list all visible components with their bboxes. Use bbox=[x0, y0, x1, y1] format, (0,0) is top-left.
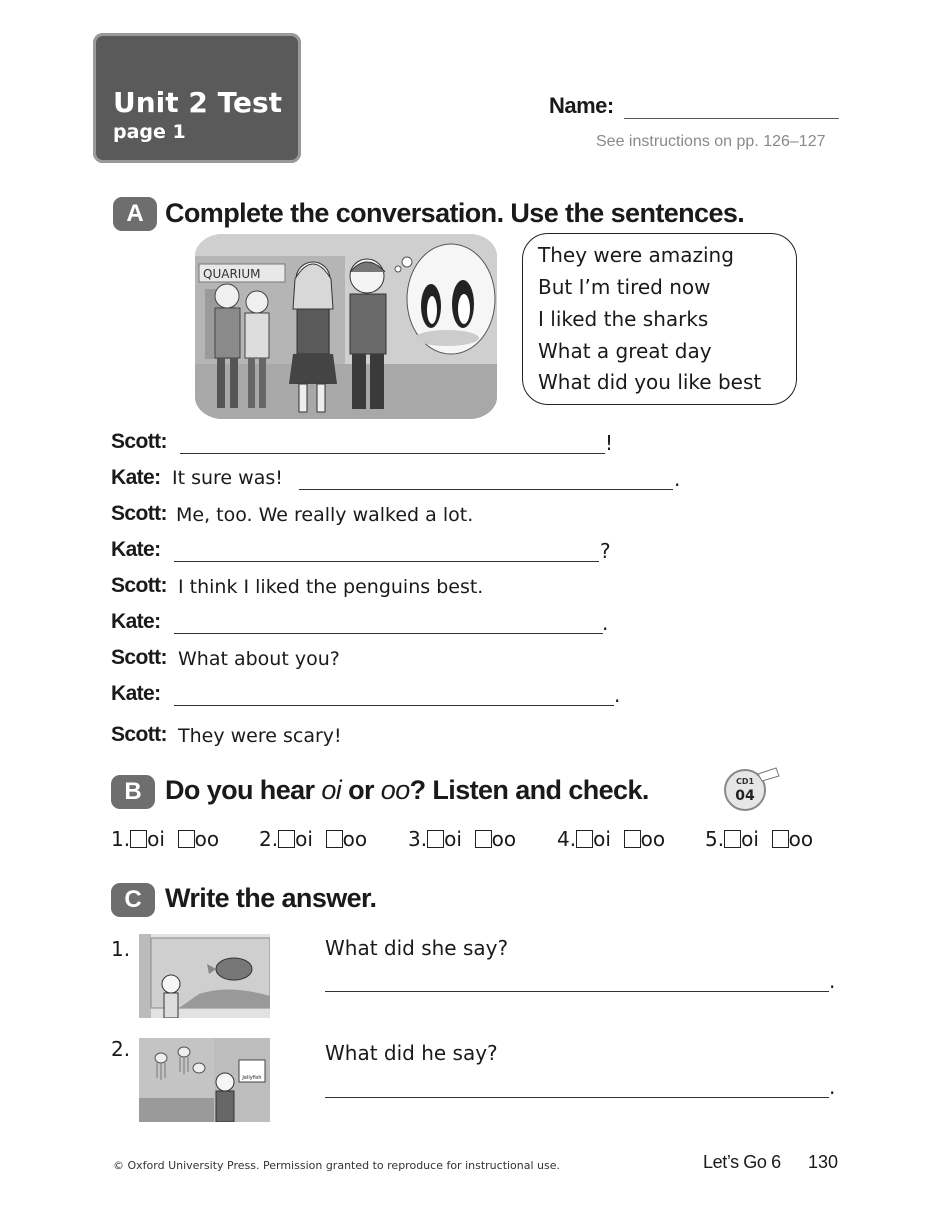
aquarium-illustration bbox=[195, 234, 497, 419]
name-field-line[interactable] bbox=[624, 118, 839, 119]
dialogue-ending: . bbox=[614, 683, 621, 707]
dialogue-speaker: Kate: bbox=[111, 610, 161, 633]
book-title: Let’s Go 6 bbox=[703, 1152, 781, 1172]
cd-audio-icon[interactable] bbox=[722, 766, 782, 812]
dialogue-speaker: Scott: bbox=[111, 723, 167, 746]
dialogue-ending: ! bbox=[605, 431, 614, 455]
answer-blank[interactable] bbox=[325, 991, 829, 992]
dialogue-ending: ? bbox=[600, 539, 611, 563]
dialogue-speaker: Kate: bbox=[111, 538, 161, 561]
checkbox-oi[interactable] bbox=[130, 830, 147, 848]
dialogue-ending: . bbox=[602, 611, 609, 635]
aquarium-sign-text: QUARIUM bbox=[203, 267, 261, 281]
instructions-note: See instructions on pp. 126–127 bbox=[596, 133, 826, 150]
answer-blank[interactable] bbox=[174, 633, 603, 634]
dialogue-speaker: Scott: bbox=[111, 430, 167, 453]
option-group-2: 2. oi oo bbox=[259, 827, 368, 851]
section-a-badge: A bbox=[113, 197, 157, 231]
aquarium-scene-svg bbox=[195, 234, 497, 419]
section-c-badge: C bbox=[111, 883, 155, 917]
option-group-3: 3. oi oo bbox=[408, 827, 517, 851]
dialogue-text: Me, too. We really walked a lot. bbox=[176, 504, 474, 526]
dialogue-speaker: Kate: bbox=[111, 466, 161, 489]
copyright-notice: © Oxford University Press. Permission granted to reproduce for instructional use. bbox=[113, 1159, 561, 1172]
question-number: 1. bbox=[111, 937, 131, 961]
section-b-title: Do you hear oi or oo? Listen and check. bbox=[165, 775, 649, 805]
name-label: Name: bbox=[549, 93, 614, 118]
word-box-item: What a great day bbox=[538, 339, 712, 363]
option-group-1: 1. oi oo bbox=[111, 827, 220, 851]
jellyfish-sign-text: Jellyfish bbox=[242, 1075, 262, 1081]
girl-turtle-illustration bbox=[139, 934, 270, 1018]
answer-blank[interactable] bbox=[174, 561, 599, 562]
option-group-5: 5. oi oo bbox=[705, 827, 814, 851]
cd-label: CD1 bbox=[735, 777, 755, 786]
checkbox-oi[interactable] bbox=[427, 830, 444, 848]
checkbox-oi[interactable] bbox=[724, 830, 741, 848]
answer-ending: . bbox=[829, 969, 836, 993]
section-b-badge: B bbox=[111, 775, 155, 809]
dialogue-ending: . bbox=[674, 467, 681, 491]
word-box-item: What did you like best bbox=[538, 370, 762, 394]
answer-blank[interactable] bbox=[174, 705, 614, 706]
checkbox-oi[interactable] bbox=[278, 830, 295, 848]
dialogue-speaker: Kate: bbox=[111, 682, 161, 705]
dialogue-text: They were scary! bbox=[178, 725, 342, 747]
unit-page-label: page 1 bbox=[113, 121, 186, 143]
word-box-item: They were amazing bbox=[538, 243, 734, 267]
dialogue-speaker: Scott: bbox=[111, 502, 167, 525]
checkbox-oo[interactable] bbox=[178, 830, 195, 848]
answer-ending: . bbox=[829, 1075, 836, 1099]
checkbox-oo[interactable] bbox=[772, 830, 789, 848]
dialogue-speaker: Scott: bbox=[111, 646, 167, 669]
dialogue-speaker: Scott: bbox=[111, 574, 167, 597]
question-text: What did she say? bbox=[325, 936, 509, 960]
answer-blank[interactable] bbox=[299, 489, 673, 490]
word-box-item: I liked the sharks bbox=[538, 307, 709, 331]
section-a-title: Complete the conversation. Use the sentences. bbox=[165, 198, 745, 228]
option-group-4: 4. oi oo bbox=[557, 827, 666, 851]
answer-blank[interactable] bbox=[180, 453, 605, 454]
dialogue-text: It sure was! bbox=[172, 467, 283, 489]
checkbox-oo[interactable] bbox=[326, 830, 343, 848]
unit-title: Unit 2 Test bbox=[113, 86, 283, 119]
word-box-item: But I’m tired now bbox=[538, 275, 711, 299]
boy-jellyfish-illustration bbox=[139, 1038, 270, 1122]
dialogue-text: What about you? bbox=[178, 648, 340, 670]
question-number: 2. bbox=[111, 1037, 131, 1061]
dialogue-text: I think I liked the penguins best. bbox=[178, 576, 484, 598]
checkbox-oo[interactable] bbox=[475, 830, 492, 848]
checkbox-oo[interactable] bbox=[624, 830, 641, 848]
answer-blank[interactable] bbox=[325, 1097, 829, 1098]
page-number: 130 bbox=[808, 1152, 839, 1172]
section-c-title: Write the answer. bbox=[165, 883, 377, 913]
cd-track: 04 bbox=[735, 788, 755, 804]
checkbox-oi[interactable] bbox=[576, 830, 593, 848]
question-text: What did he say? bbox=[325, 1041, 498, 1065]
